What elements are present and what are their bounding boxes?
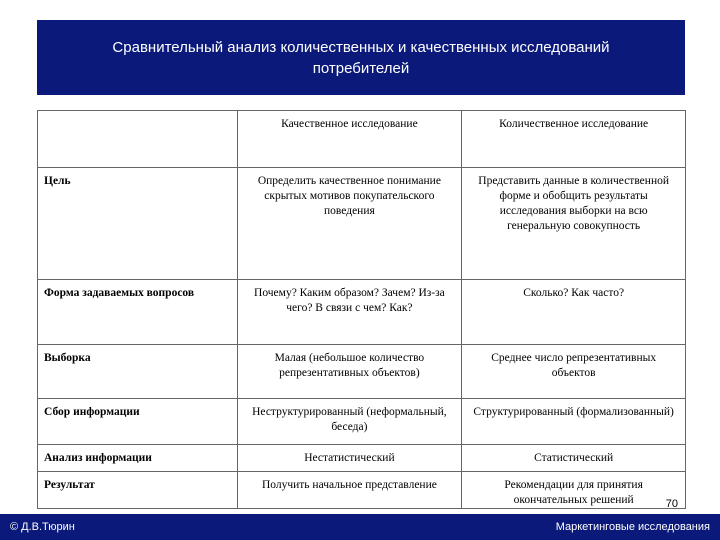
table-row <box>38 399 686 445</box>
quantitative-cell: Структурированный (формализованный) <box>462 399 686 445</box>
qualitative-cell: Почему? Каким образом? Зачем? Из-за чего? В связи с чем? Как? <box>237 280 462 345</box>
footer-author: © Д.В.Тюрин <box>10 521 75 533</box>
footer-course: Маркетинговые исследования <box>555 521 710 533</box>
row-label: Анализ информации <box>38 445 238 472</box>
qualitative-cell: Малая (небольшое количество репрезентативных объектов) <box>237 345 462 399</box>
header-empty-cell <box>38 111 238 168</box>
qualitative-cell: Получить начальное представление <box>237 472 462 509</box>
header-quantitative: Количественное исследование <box>462 111 686 168</box>
footer-bar <box>0 514 720 540</box>
qualitative-cell: Определить качественное понимание скрытых мотивов покупательского поведения <box>237 168 462 280</box>
table-row <box>38 472 686 509</box>
qualitative-cell: Неструктурированный (неформальный, беседа) <box>237 399 462 445</box>
quantitative-cell: Представить данные в количественной форме и обобщить результаты исследования выборки на всю генеральную совокупность <box>462 168 686 280</box>
quantitative-cell: Сколько? Как часто? <box>462 280 686 345</box>
slide-title-text: Сравнительный анализ количественных и качественных исследований потребителей <box>112 38 610 77</box>
slide-title <box>37 20 685 95</box>
quantitative-cell: Рекомендации для принятия окончательных решений <box>462 472 686 509</box>
comparison-table <box>37 110 686 509</box>
qualitative-cell: Нестатистический <box>237 445 462 472</box>
quantitative-cell: Среднее число репрезентативных объектов <box>462 345 686 399</box>
row-label: Результат <box>38 472 238 509</box>
table-row <box>38 280 686 345</box>
page-number: 70 <box>665 498 678 510</box>
row-label: Форма задаваемых вопросов <box>38 280 238 345</box>
table-row <box>38 445 686 472</box>
quantitative-cell: Статистический <box>462 445 686 472</box>
row-label: Цель <box>38 168 238 280</box>
header-qualitative: Качественное исследование <box>237 111 462 168</box>
row-label: Выборка <box>38 345 238 399</box>
table-row <box>38 345 686 399</box>
row-label: Сбор информации <box>38 399 238 445</box>
table-header-row <box>38 111 686 168</box>
table-row <box>38 168 686 280</box>
